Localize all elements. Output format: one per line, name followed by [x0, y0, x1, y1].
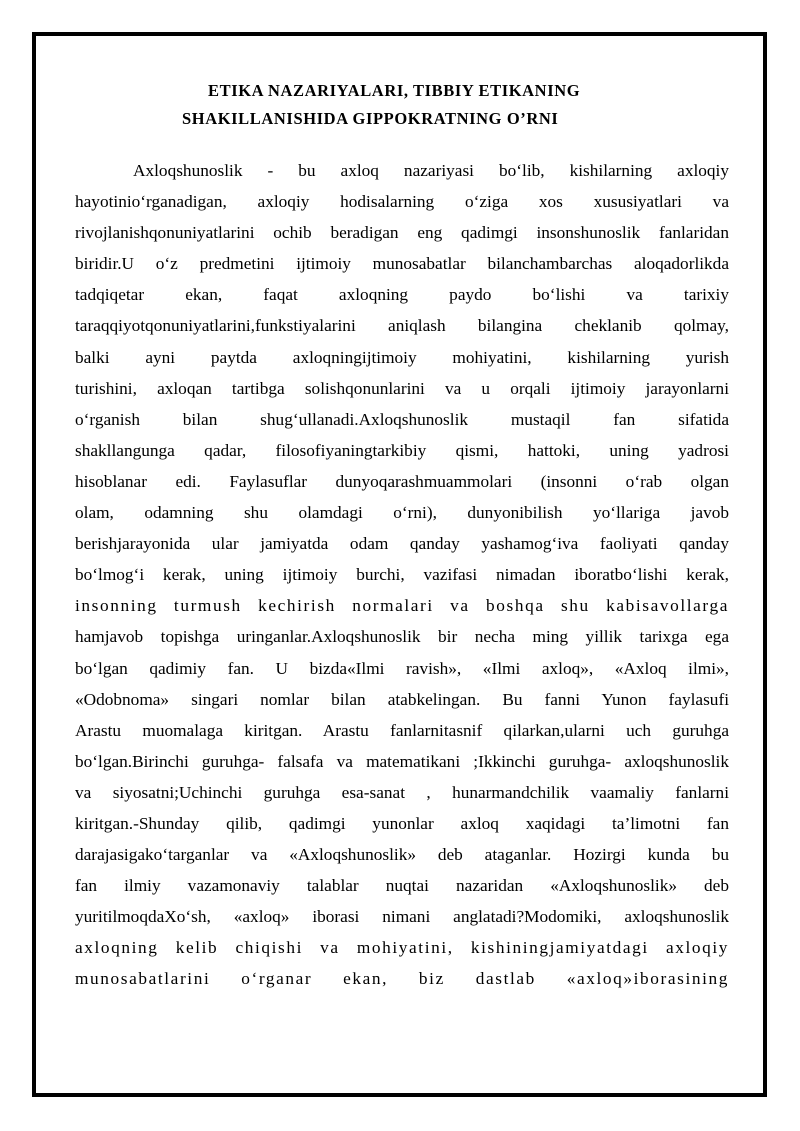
body-paragraph [75, 155, 729, 995]
text-line: Arastu muomalaga kiritgan. Arastu fanlarnitasnif qilarkan,ularni uch guruhga [75, 720, 729, 740]
text-line: balki ayni paytda axloqningijtimoiy mohiyatini, kishilarning yurish [75, 347, 729, 367]
text-line: hisoblanar edi. Faylasuflar dunyoqarashmuammolari (insonni o‘rab olgan [75, 471, 729, 491]
text-line: darajasigako‘targanlar va «Axloqshunoslik» deb ataganlar. Hozirgi kunda bu [75, 845, 729, 865]
text-line: berishjarayonida ular jamiyatda odam qanday yashamog‘iva faoliyati qanday [75, 534, 729, 554]
text-line: turishini, axloqan tartibga solishqonunlarini va u orqali ijtimoiy jarayonlarni [75, 378, 729, 398]
text-line: shakllangunga qadar, filosofiyaningtarkibiy qismi, hattoki, uning yadrosi [75, 440, 729, 460]
text-line: yuritilmoqdaXo‘sh, «axloq» iborasi nimani anglatadi?Modomiki, axloqshunoslik [75, 907, 729, 927]
text-line: tadqiqetar ekan, faqat axloqning paydo bo‘lishi va tarixiy [75, 285, 729, 305]
title-line-2: SHAKILLANISHIDA GIPPOKRATNING O’RNI [182, 109, 559, 128]
document-content [75, 77, 729, 995]
text-line: hayotinio‘rganadigan, axloqiy hodisalarning o‘ziga xos xususiyatlari va [75, 192, 729, 212]
text-line: fan ilmiy vazamonaviy talablar nuqtai nazaridan «Axloqshunoslik» deb [75, 876, 729, 896]
text-line: o‘rganish bilan shug‘ullanadi.Axloqshunoslik mustaqil fan sifatida [75, 409, 729, 429]
text-line: bo‘lmog‘i kerak, uning ijtimoiy burchi, vazifasi nimadan iboratbo‘lishi kerak, [75, 565, 729, 585]
text-line: Axloqshunoslik - bu axloq nazariyasi bo‘lib, kishilarning axloqiy [133, 161, 729, 180]
text-line: insonning turmush kechirish normalari va boshqa shu kabisavollarga [75, 596, 729, 616]
page-border [32, 32, 767, 1097]
text-line: taraqqiyotqonuniyatlarini,funkstiyalarini aniqlash bilangina cheklanib qolmay, [75, 316, 729, 336]
text-line: biridir.U o‘z predmetini ijtimoiy munosabatlar bilanchambarchas aloqadorlikda [75, 254, 729, 274]
text-line: axloqning kelib chiqishi va mohiyatini, kishiningjamiyatdagi axloqiy [75, 938, 729, 958]
text-line: va siyosatni;Uchinchi guruhga esa-sanat , hunarmandchilik vaamaliy fanlarni [75, 782, 729, 802]
text-line: munosabatlarini o‘rganar ekan, biz dastlab «axloq»iborasining [75, 969, 729, 989]
text-line: rivojlanishqonuniyatlarini ochib beradigan eng qadimgi insonshunoslik fanlaridan [75, 223, 729, 243]
title-line-1: ETIKA NAZARIYALARI, TIBBIY ETIKANING [208, 81, 581, 100]
text-line: kiritgan.-Shunday qilib, qadimgi yunonlar axloq xaqidagi ta’limotni fan [75, 813, 729, 833]
text-line: olam, odamning shu olamdagi o‘rni), dunyonibilish yo‘llariga javob [75, 503, 729, 523]
text-line: bo‘lgan qadimiy fan. U bizda«Ilmi ravish», «Ilmi axloq», «Axloq ilmi», [75, 658, 729, 678]
text-line: «Odobnoma» singari nomlar bilan atabkelingan. Bu fanni Yunon faylasufi [75, 689, 729, 709]
text-line: bo‘lgan.Birinchi guruhga- falsafa va matematikani ;Ikkinchi guruhga- axloqshunoslik [75, 751, 729, 771]
document-title [75, 77, 729, 133]
text-line: hamjavob topishga uringanlar.Axloqshunoslik bir necha ming yillik tarixga ega [75, 627, 729, 647]
